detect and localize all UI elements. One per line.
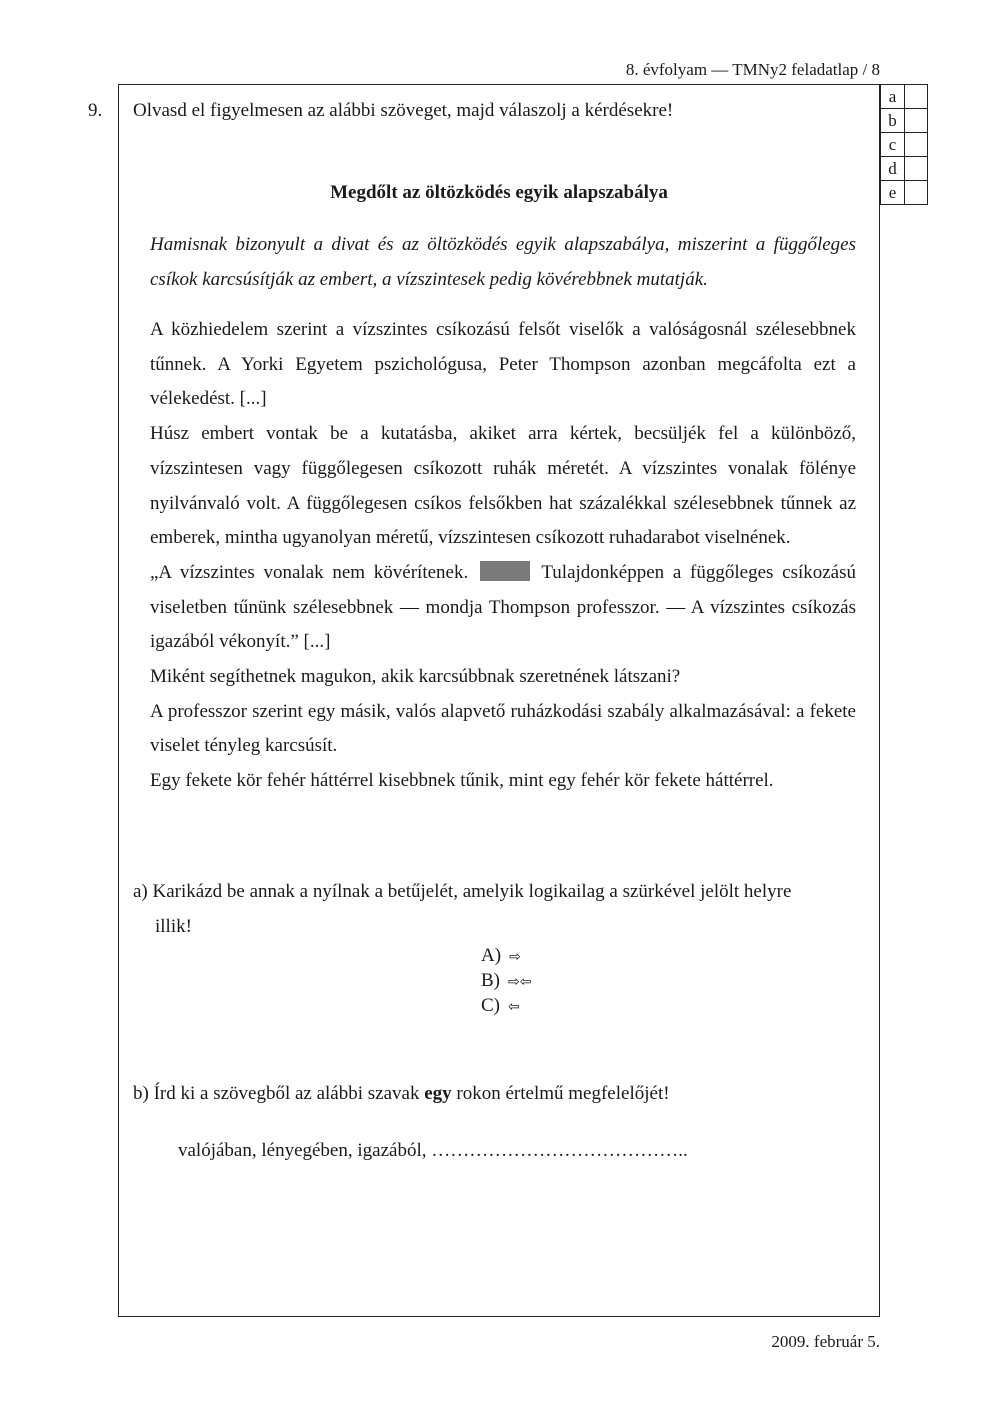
article-paragraph: A professzor szerint egy másik, valós alapvető ruházkodási szabály alkalmazásával: a fekete viselet tényleg karcsúsít. — [150, 700, 856, 757]
score-label: a — [881, 85, 905, 109]
answer-options — [481, 944, 531, 1019]
score-label: d — [881, 157, 905, 181]
score-box[interactable] — [905, 133, 928, 157]
score-box[interactable] — [905, 109, 928, 133]
gray-gap-box — [480, 561, 530, 581]
article-paragraph: Miként segíthetnek magukon, akik karcsúbbnak szeretnének látszani? — [150, 666, 681, 688]
question-b-prefix: b) Írd ki a szövegből az alábbi szavak — [133, 1083, 425, 1104]
article-lead: Hamisnak bizonyult a divat és az öltözködés egyik alapszabálya, miszerint a függőleges csíkok karcsúsítják az embert, a vízszintesek pedig kövérebbnek mutatják. — [150, 234, 856, 290]
page-footer-date: 2009. február 5. — [771, 1332, 880, 1351]
task-number: 9. — [88, 100, 103, 121]
quote-before-gap: „A vízszintes vonalak nem kövérítenek. — [150, 561, 469, 583]
right-arrow-icon: ⇨ — [509, 949, 521, 965]
score-box[interactable] — [905, 181, 928, 205]
article-title: Megdőlt az öltözködés egyik alapszabálya — [330, 182, 668, 203]
quote-after-gap: Tulajdonképpen a függőleges csíkozású viseletben tűnünk szélesebbnek — mondja Thompson professzor. — A vízszintes csíkozás igazából vékonyít.” [...] — [150, 561, 856, 653]
article-paragraph: A közhiedelem szerint a vízszintes csíkozású felsőt viselők a valóságosnál szélesebbnek tűnnek. A Yorki Egyetem pszichológusa, Peter Thompson azonban megcáfolta ezt a vélekedést. [...] — [150, 319, 856, 410]
question-a — [133, 874, 873, 944]
score-box[interactable] — [905, 157, 928, 181]
article-paragraph — [150, 556, 856, 660]
score-label: e — [881, 181, 905, 205]
question-b-bold: egy — [424, 1083, 452, 1104]
option-a[interactable] — [481, 944, 531, 969]
option-b[interactable] — [481, 969, 531, 994]
option-label: B) — [481, 970, 500, 991]
task-instruction: Olvasd el figyelmesen az alábbi szöveget, majd válaszolj a kérdésekre! — [133, 100, 674, 121]
double-arrow-icon: ⇨⇦ — [508, 974, 532, 990]
question-a-line2: illik! — [155, 916, 192, 937]
option-label: C) — [481, 995, 500, 1016]
question-b-suffix: rokon értelmű megfelelőjét! — [451, 1083, 670, 1104]
answer-line[interactable]: valójában, lényegében, igazából, ………………………………….. — [178, 1140, 688, 1161]
article-paragraph: Egy fekete kör fehér háttérrel kisebbnek tűnik, mint egy fehér kör fekete háttérrel. — [150, 770, 774, 792]
option-c[interactable] — [481, 994, 531, 1019]
question-b — [133, 1083, 670, 1105]
score-label: b — [881, 109, 905, 133]
score-table — [880, 84, 928, 205]
option-label: A) — [481, 945, 502, 966]
page-header: 8. évfolyam — TMNy2 feladatlap / 8 — [625, 60, 880, 79]
score-box[interactable] — [905, 85, 928, 109]
article-body — [150, 313, 856, 799]
question-a-line1: a) Karikázd be annak a nyílnak a betűjelét, amelyik logikailag a szürkével jelölt helyre — [133, 881, 792, 902]
article-paragraph: Húsz embert vontak be a kutatásba, akiket arra kértek, becsüljék fel a különböző, vízszintesen vagy függőlegesen csíkozott ruhák méretét. A vízszintes vonalak fölénye nyilvánvaló volt. A függőlegesen csíkos felsőkben hat százalékkal szélesebbnek tűnnek az emberek, mintha ugyanolyan méretű, vízszintesen csíkozott ruhadarabot viselnének. — [150, 423, 856, 549]
left-arrow-icon: ⇦ — [508, 999, 520, 1015]
score-label: c — [881, 133, 905, 157]
